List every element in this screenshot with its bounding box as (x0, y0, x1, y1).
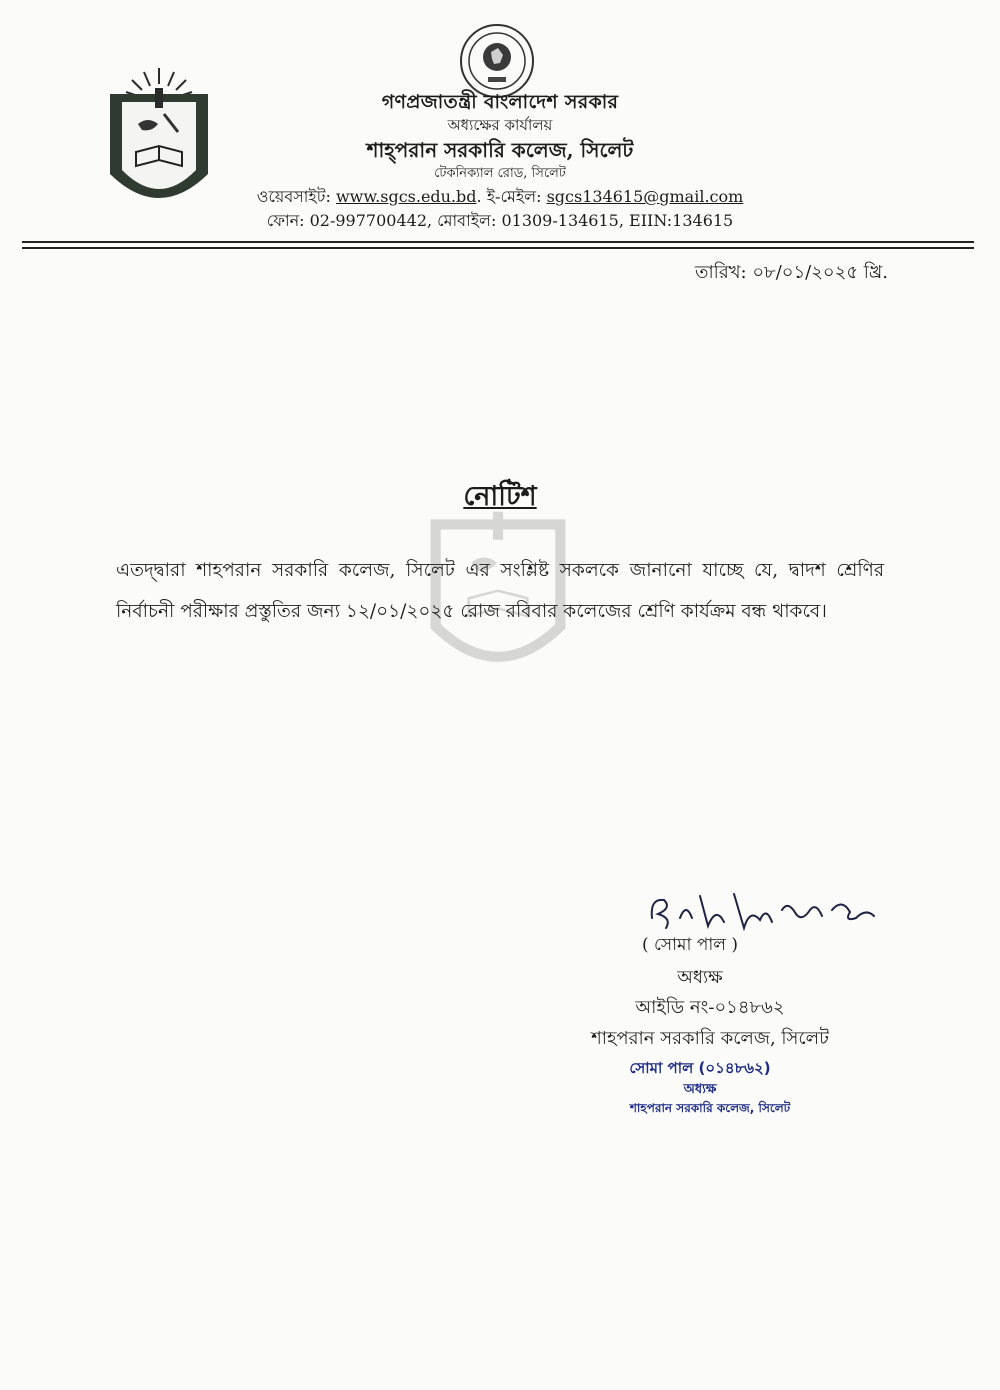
email-label: . ই-মেইল: (476, 187, 542, 206)
email-link[interactable]: sgcs134615@gmail.com (546, 187, 744, 206)
signer-name: ( সোমা পাল ) (641, 935, 739, 955)
college-logo-icon (104, 62, 214, 218)
government-name: গণপ্রজাতন্ত্রী বাংলাদেশ সরকার (381, 91, 619, 113)
stamp-college: শাহপরান সরকারি কলেজ, সিলেট (629, 1101, 791, 1115)
website-link[interactable]: www.sgcs.edu.bd (335, 187, 477, 206)
header-divider (22, 241, 974, 243)
header-divider (22, 247, 974, 249)
college-address: টেকনিক্যাল রোড, সিলেট (434, 166, 566, 181)
office-name: অধ্যক্ষের কার্যালয় (447, 116, 553, 134)
stamp-name: সোমা পাল (০১৪৮৬২) (629, 1059, 771, 1077)
website-label: ওয়েবসাইট: (256, 187, 331, 206)
signer-id: আইডি নং-০১৪৮৬২ (635, 997, 785, 1018)
contact-web-line (230, 184, 770, 211)
handwritten-signature-icon (646, 888, 896, 938)
notice-body: এতদ্দ্বারা শাহপরান সরকারি কলেজ, সিলেট এর সংশ্লিষ্ট সকলকে জানানো যাচ্ছে যে, দ্বাদশ শ্রেণির নির্বাচনী পরীক্ষার প্রস্তুতির জন্য ১২/০১/২০২৫ রোজ রবিবার কলেজের শ্রেণি কার্যক্রম বন্ধ থাকবে। (116, 560, 884, 622)
notice-title: নোটিশ (463, 481, 537, 512)
signer-designation: অধ্যক্ষ (677, 967, 723, 988)
college-name: শাহ্‌পরান সরকারি কলেজ, সিলেট (366, 138, 634, 162)
stamp-title: অধ্যক্ষ (683, 1082, 717, 1097)
signer-college: শাহপরান সরকারি কলেজ, সিলেট (591, 1028, 829, 1049)
contact-phone-line: ফোন: 02-997700442, মোবাইল: 01309-134615, EIIN:134615 (266, 211, 734, 230)
notice-date: তারিখ: ০৮/০১/২০২৫ খ্রি. (694, 262, 888, 283)
